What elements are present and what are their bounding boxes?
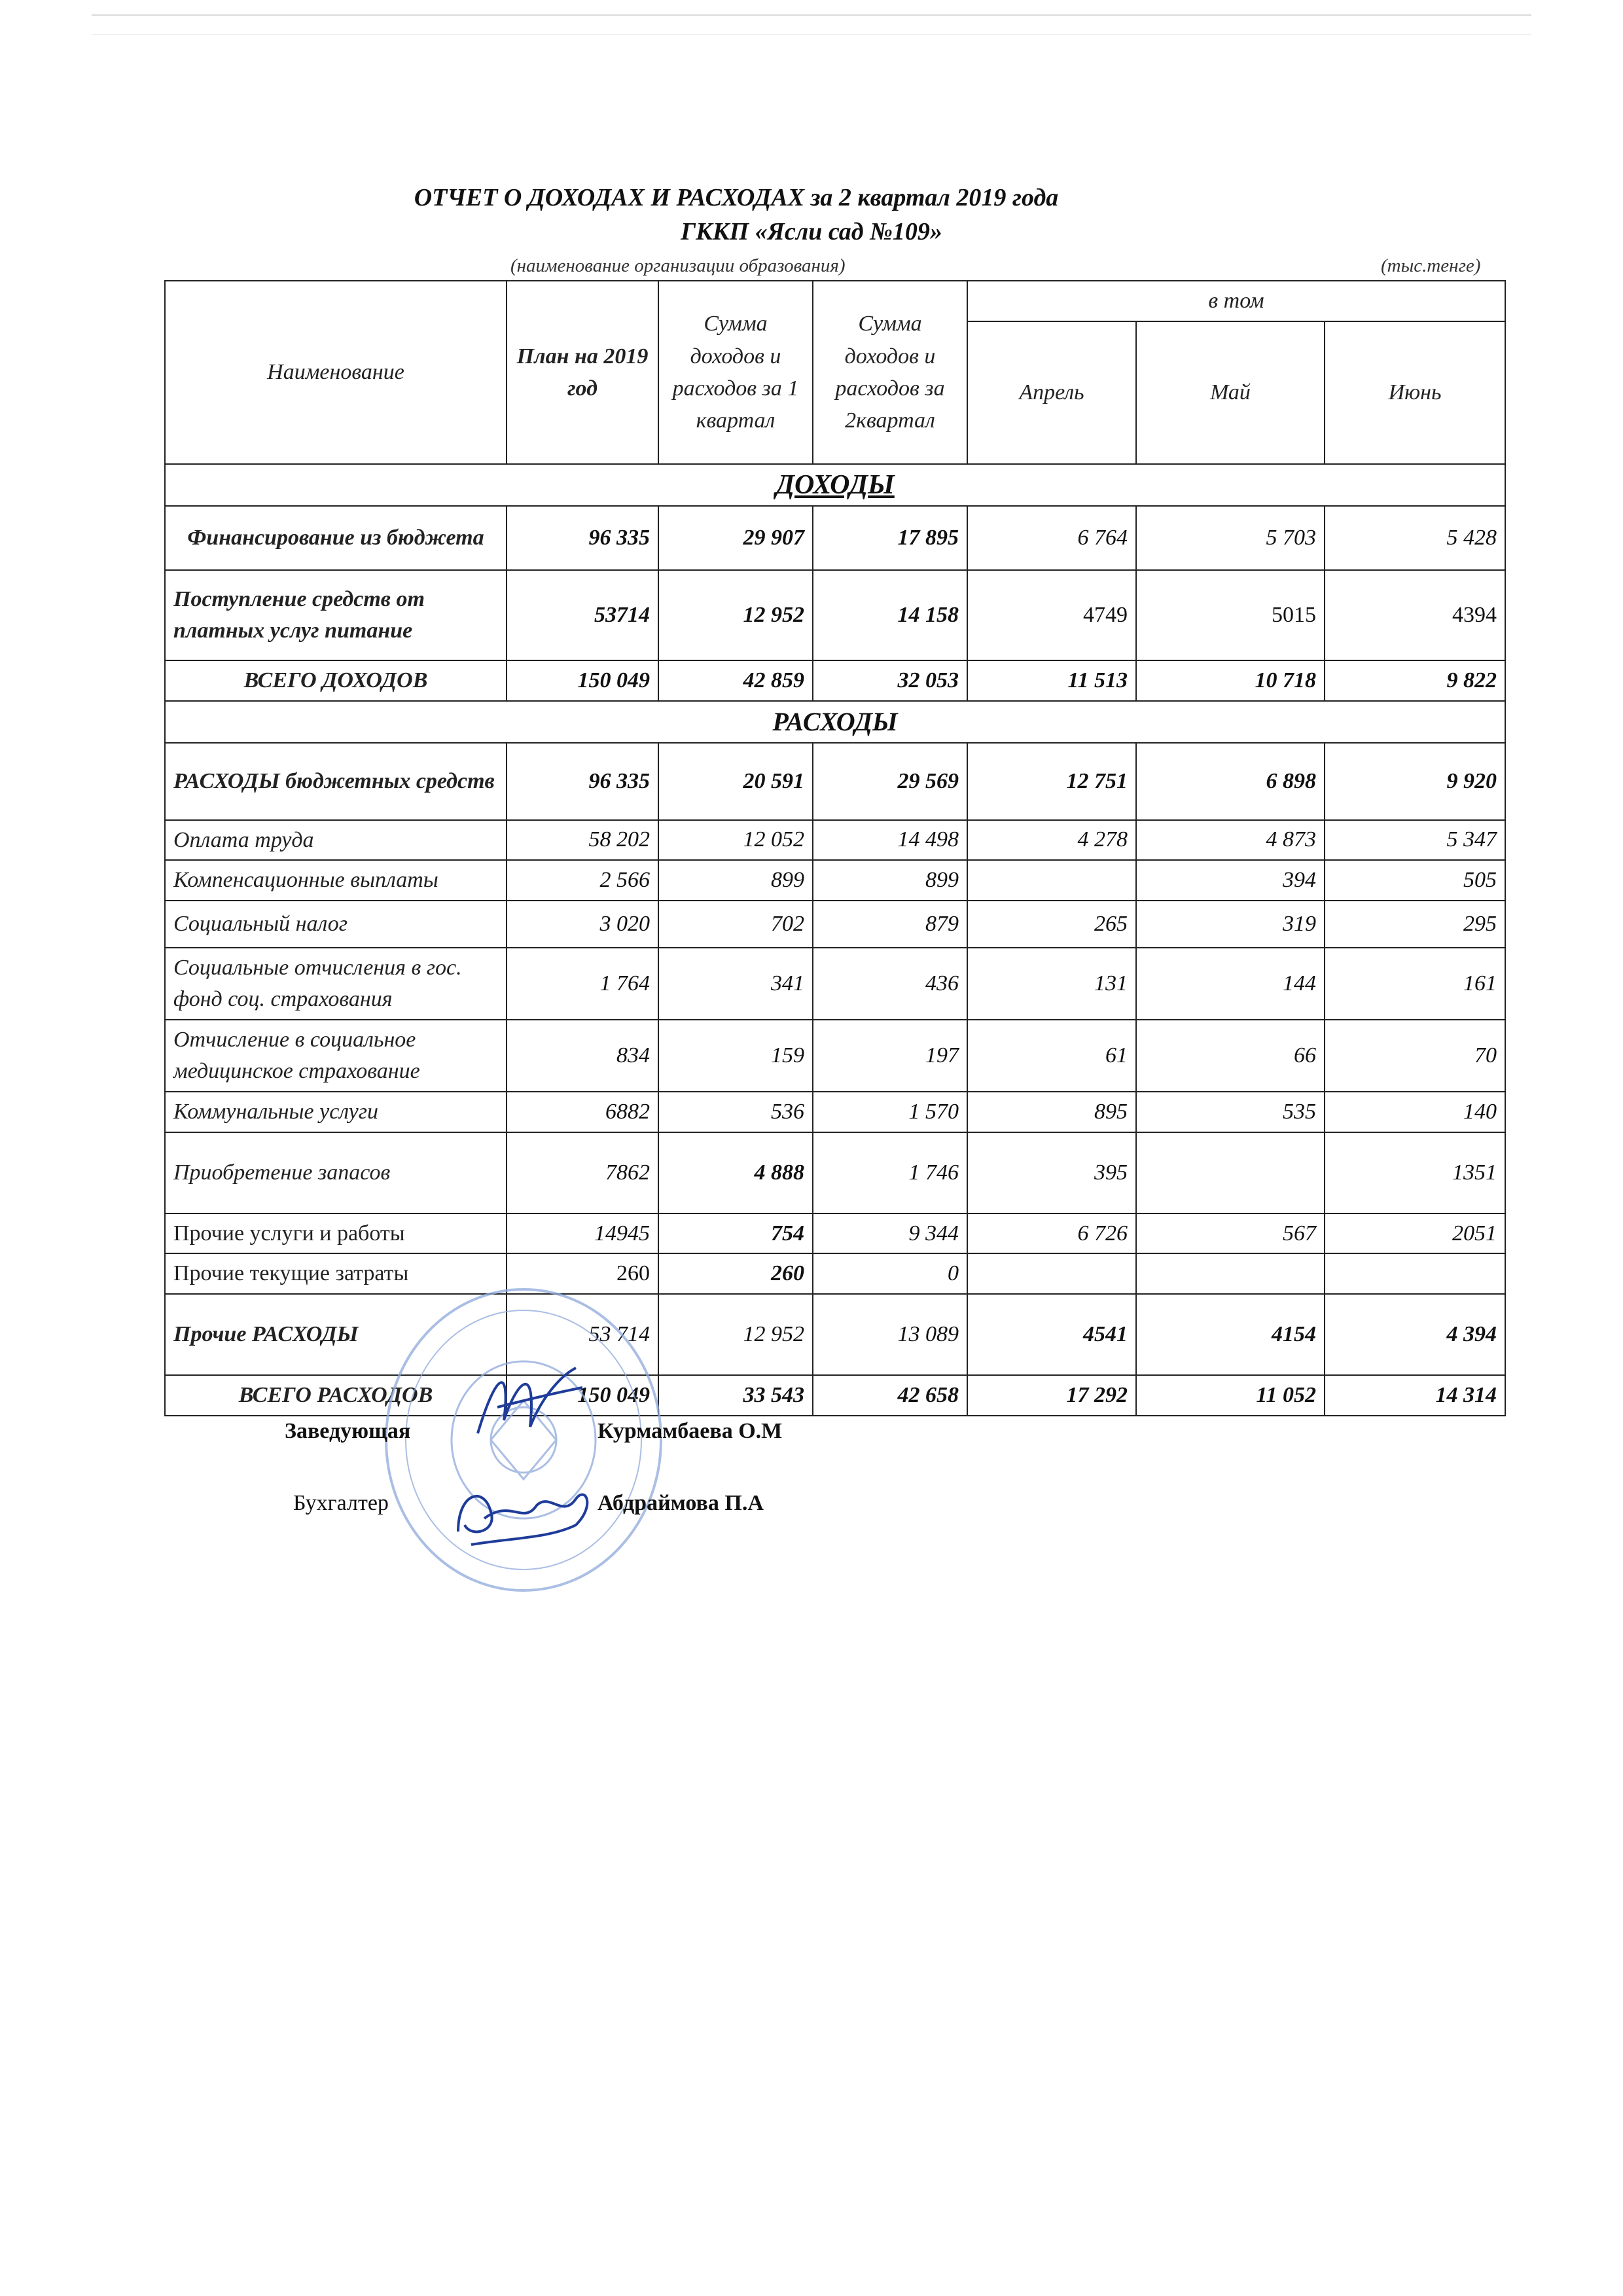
cell-q2: 899: [813, 860, 967, 901]
cell-apr: 17 292: [967, 1375, 1136, 1416]
cell-apr: 4749: [967, 570, 1136, 660]
accountant-signature: [445, 1473, 602, 1551]
cell-plan: 150 049: [507, 1375, 658, 1416]
table-row: [165, 1020, 1505, 1092]
cell-jun: 295: [1325, 901, 1505, 948]
cell-q1: 4 888: [658, 1132, 813, 1213]
cell-may: 6 898: [1136, 743, 1325, 820]
cell-apr: [967, 860, 1136, 901]
row-name: ВСЕГО ДОХОДОВ: [165, 660, 507, 701]
cell-plan: 96 335: [507, 743, 658, 820]
cell-jun: 161: [1325, 948, 1505, 1020]
cell-may: 535: [1136, 1092, 1325, 1132]
cell-apr: 395: [967, 1132, 1136, 1213]
cell-q2: 436: [813, 948, 967, 1020]
cell-apr: 6 726: [967, 1213, 1136, 1254]
cell-q2: 29 569: [813, 743, 967, 820]
table-row: [165, 901, 1505, 948]
cell-q2: 879: [813, 901, 967, 948]
cell-q1: 12 952: [658, 570, 813, 660]
cell-jun: 9 920: [1325, 743, 1505, 820]
cell-q2: 14 498: [813, 820, 967, 861]
cell-q2: 197: [813, 1020, 967, 1092]
cell-q1: 260: [658, 1253, 813, 1294]
cell-q2: 42 658: [813, 1375, 967, 1416]
cell-may: [1136, 1253, 1325, 1294]
cell-jun: 4394: [1325, 570, 1505, 660]
cell-may: 4 873: [1136, 820, 1325, 861]
table-row: [165, 1092, 1505, 1132]
cell-plan: 1 764: [507, 948, 658, 1020]
section-row: [165, 701, 1505, 743]
table-row: [165, 1132, 1505, 1213]
section-income-title: ДОХОДЫ: [165, 464, 1505, 506]
cell-apr: 265: [967, 901, 1136, 948]
cell-apr: 12 751: [967, 743, 1136, 820]
cell-plan: 834: [507, 1020, 658, 1092]
head-name: Курмамбаева О.М: [597, 1419, 783, 1443]
organization-name: ГККП «Ясли сад №109»: [681, 218, 942, 245]
head-signature: [458, 1355, 589, 1453]
total-row: [165, 1375, 1505, 1416]
cell-q1: 33 543: [658, 1375, 813, 1416]
cell-apr: 6 764: [967, 506, 1136, 570]
cell-jun: 70: [1325, 1020, 1505, 1092]
col-header-q2: Сумма доходов и расходов за 2квартал: [813, 281, 967, 464]
cell-apr: [967, 1253, 1136, 1294]
cell-q2: 17 895: [813, 506, 967, 570]
row-name: Коммунальные услуги: [165, 1092, 507, 1132]
table-row: [165, 1294, 1505, 1375]
cell-apr: 131: [967, 948, 1136, 1020]
cell-plan: 150 049: [507, 660, 658, 701]
section-row: [165, 464, 1505, 506]
cell-q1: 754: [658, 1213, 813, 1254]
cell-q2: 1 746: [813, 1132, 967, 1213]
cell-may: 319: [1136, 901, 1325, 948]
head-role: Заведующая: [285, 1419, 411, 1443]
cell-apr: 11 513: [967, 660, 1136, 701]
col-header-april: Апрель: [967, 321, 1136, 464]
cell-apr: 4 278: [967, 820, 1136, 861]
cell-q1: 159: [658, 1020, 813, 1092]
section-expense-title: РАСХОДЫ: [165, 701, 1505, 743]
col-header-may: Май: [1136, 321, 1325, 464]
cell-jun: 2051: [1325, 1213, 1505, 1254]
cell-may: 11 052: [1136, 1375, 1325, 1416]
row-name: Компенсационные выплаты: [165, 860, 507, 901]
accountant-name: Абдраймова П.А: [597, 1491, 764, 1515]
table-row: [165, 570, 1505, 660]
row-name: Оплата труда: [165, 820, 507, 861]
cell-may: 66: [1136, 1020, 1325, 1092]
cell-plan: 3 020: [507, 901, 658, 948]
cell-jun: 5 347: [1325, 820, 1505, 861]
cell-q2: 9 344: [813, 1213, 967, 1254]
cell-jun: 5 428: [1325, 506, 1505, 570]
cell-jun: 505: [1325, 860, 1505, 901]
cell-may: [1136, 1132, 1325, 1213]
cell-q1: 702: [658, 901, 813, 948]
cell-q2: 14 158: [813, 570, 967, 660]
cell-q2: 1 570: [813, 1092, 967, 1132]
cell-plan: 7862: [507, 1132, 658, 1213]
row-name: Социальный налог: [165, 901, 507, 948]
cell-plan: 2 566: [507, 860, 658, 901]
row-name: РАСХОДЫ бюджетных средств: [165, 743, 507, 820]
cell-jun: 9 822: [1325, 660, 1505, 701]
cell-may: 5015: [1136, 570, 1325, 660]
table-row: [165, 860, 1505, 901]
cell-q1: 12 052: [658, 820, 813, 861]
table-row: [165, 1253, 1505, 1294]
cell-jun: 140: [1325, 1092, 1505, 1132]
org-caption: (наименование организации образования): [510, 255, 846, 276]
cell-q2: 32 053: [813, 660, 967, 701]
cell-may: 394: [1136, 860, 1325, 901]
cell-q2: 13 089: [813, 1294, 967, 1375]
row-name: ВСЕГО РАСХОДОВ: [165, 1375, 507, 1416]
cell-q1: 341: [658, 948, 813, 1020]
scan-artifact: [92, 14, 1531, 16]
header-row: [165, 281, 1505, 321]
row-name: Прочие текущие затраты: [165, 1253, 507, 1294]
total-row: [165, 660, 1505, 701]
cell-may: 10 718: [1136, 660, 1325, 701]
scan-artifact: [92, 34, 1531, 35]
cell-jun: [1325, 1253, 1505, 1294]
report-table: [164, 280, 1506, 1416]
cell-plan: 260: [507, 1253, 658, 1294]
row-name: Поступление средств от платных услуг питание: [165, 570, 507, 660]
cell-q1: 899: [658, 860, 813, 901]
col-header-plan: План на 2019 год: [507, 281, 658, 464]
cell-may: 4154: [1136, 1294, 1325, 1375]
row-name: Прочие услуги и работы: [165, 1213, 507, 1254]
table-row: [165, 948, 1505, 1020]
cell-jun: 1351: [1325, 1132, 1505, 1213]
cell-may: 5 703: [1136, 506, 1325, 570]
cell-q1: 536: [658, 1092, 813, 1132]
cell-may: 567: [1136, 1213, 1325, 1254]
report-title: ОТЧЕТ О ДОХОДАХ И РАСХОДАХ за 2 квартал 2019 года: [414, 184, 1059, 211]
cell-apr: 895: [967, 1092, 1136, 1132]
cell-jun: 4 394: [1325, 1294, 1505, 1375]
table-row: [165, 820, 1505, 861]
col-header-name: Наименование: [165, 281, 507, 464]
row-name: Социальные отчисления в гос. фонд соц. страхования: [165, 948, 507, 1020]
cell-q1: 12 952: [658, 1294, 813, 1375]
col-header-june: Июнь: [1325, 321, 1505, 464]
cell-plan: 96 335: [507, 506, 658, 570]
cell-plan: 58 202: [507, 820, 658, 861]
cell-q2: 0: [813, 1253, 967, 1294]
table-row: [165, 1213, 1505, 1254]
accountant-role: Бухгалтер: [293, 1491, 389, 1515]
cell-apr: 4541: [967, 1294, 1136, 1375]
table-row: [165, 506, 1505, 570]
cell-may: 144: [1136, 948, 1325, 1020]
cell-q1: 20 591: [658, 743, 813, 820]
col-header-including: в том: [967, 281, 1505, 321]
row-name: Приобретение запасов: [165, 1132, 507, 1213]
cell-apr: 61: [967, 1020, 1136, 1092]
cell-plan: 14945: [507, 1213, 658, 1254]
cell-plan: 53 714: [507, 1294, 658, 1375]
cell-plan: 53714: [507, 570, 658, 660]
unit-caption: (тыс.тенге): [1381, 255, 1481, 276]
row-name: Отчисление в социальное медицинское страхование: [165, 1020, 507, 1092]
cell-jun: 14 314: [1325, 1375, 1505, 1416]
cell-plan: 6882: [507, 1092, 658, 1132]
table-row: [165, 743, 1505, 820]
col-header-q1: Сумма доходов и расходов за 1 квартал: [658, 281, 813, 464]
cell-q1: 42 859: [658, 660, 813, 701]
row-name: Прочие РАСХОДЫ: [165, 1294, 507, 1375]
row-name: Финансирование из бюджета: [165, 506, 507, 570]
cell-q1: 29 907: [658, 506, 813, 570]
